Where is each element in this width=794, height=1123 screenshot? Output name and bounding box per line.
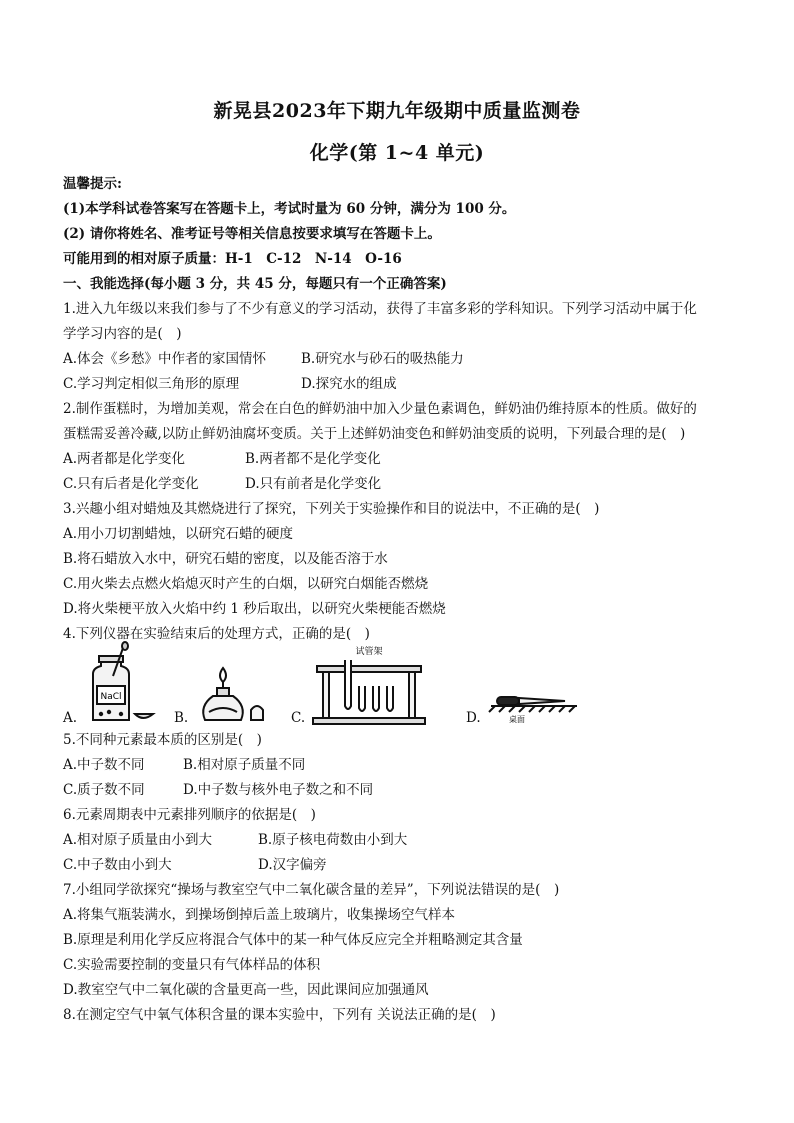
q5-option-a: A.中子数不同 [63, 757, 145, 773]
q6-option-a: A.相对原子质量由小到大 [63, 832, 213, 848]
q6-option-c: C.中子数由小到大 [63, 857, 172, 873]
q2-stem-line2: 蛋糕需妥善冷藏,以防止鲜奶油腐坏变质。关于上述鲜奶油变色和鲜奶油变质的说明，下列最合理的是( ) [63, 426, 686, 442]
q6-option-d: D.汉字偏旁 [258, 857, 327, 873]
q3-option-d: D.将火柴梗平放入火焰中约 1 秒后取出，以研究火柴梗能否燃烧 [63, 601, 446, 617]
q3-stem: 3.兴趣小组对蜡烛及其燃烧进行了探究，下列关于实验操作和目的说法中，不正确的是( ) [63, 501, 600, 517]
page-title: 新晃县2023年下期九年级期中质量监测卷 [213, 100, 581, 122]
q7-stem: 7.小组同学欲探究“操场与教室空气中二氧化碳含量的差异”，下列说法错误的是( ) [63, 882, 560, 898]
q2-option-b: B.两者都不是化学变化 [245, 451, 381, 467]
q3-option-a: A.用小刀切割蜡烛，以研究石蜡的硬度 [63, 526, 294, 542]
test-tube-rack-figure [309, 646, 449, 726]
q3-option-c: C.用火柴去点燃火焰熄灭时产生的白烟，以研究白烟能否燃烧 [63, 576, 429, 592]
q7-option-a: A.将集气瓶装满水，到操场倒掉后盖上玻璃片，收集操场空气样本 [63, 907, 456, 923]
page-subtitle: 化学(第 1~4 单元) [309, 142, 485, 164]
tip-1: (1)本学科试卷答案写在答题卡上，考试时量为 60 分钟，满分为 100 分。 [63, 201, 516, 217]
q7-option-c: C.实验需要控制的变量只有气体样品的体积 [63, 957, 321, 973]
q4-option-c: C. [291, 710, 306, 726]
q3-option-b: B.将石蜡放入水中，研究石蜡的密度，以及能否溶于水 [63, 551, 388, 567]
q5-stem: 5.不同种元素最本质的区别是( ) [63, 732, 262, 748]
bottle-label: NaCl [100, 692, 122, 702]
q2-option-c: C.只有后者是化学变化 [63, 476, 199, 492]
q2-stem-line1: 2.制作蛋糕时，为增加美观，常会在白色的鲜奶油中加入少量色素调色，鲜奶油仍维持原本的性质。做好的 [63, 401, 697, 417]
reagent-bottle-figure [81, 646, 181, 726]
q5-option-c: C.质子数不同 [63, 782, 145, 798]
q7-option-d: D.教室空气中二氧化碳的含量更高一些，因此课间应加强通风 [63, 982, 429, 998]
q4-option-b: B. [174, 710, 189, 726]
q1-option-a: A.体会《乡愁》中作者的家国情怀 [63, 351, 267, 367]
q6-stem: 6.元素周期表中元素排列顺序的依据是( ) [63, 807, 316, 823]
q6-option-b: B.原子核电荷数由小到大 [258, 832, 408, 848]
q7-option-b: B.原理是利用化学反应将混合气体中的某一种气体反应完全并粗略测定其含量 [63, 932, 523, 948]
tips-heading: 温馨提示: [63, 176, 122, 192]
q1-option-d: D.探究水的组成 [301, 376, 397, 392]
tip-2: (2) 请你将姓名、准考证号等相关信息按要求填写在答题卡上。 [63, 226, 441, 242]
desk-label: 桌面 [509, 715, 525, 724]
q4-stem: 4.下列仪器在实验结束后的处理方式，正确的是( ) [63, 626, 370, 642]
q2-option-d: D.只有前者是化学变化 [245, 476, 382, 492]
q1-option-c: C.学习判定相似三角形的原理 [63, 376, 240, 392]
q5-option-b: B.相对原子质量不同 [183, 757, 306, 773]
dropper-on-desk-figure [487, 646, 587, 726]
q1-stem-line2: 学学习内容的是( ) [63, 326, 182, 342]
atomic-mass-note: 可能用到的相对原子质量：H-1 C-12 N-14 O-16 [63, 251, 402, 267]
q4-figures [63, 646, 743, 728]
q1-stem-line1: 1.进入九年级以来我们参与了不少有意义的学习活动，获得了丰富多彩的学科知识。下列学习活动中属于化 [63, 301, 697, 317]
q5-option-d: D.中子数与核外电子数之和不同 [183, 782, 374, 798]
rack-label: 试管架 [355, 647, 383, 657]
section-title: 一、我能选择(每小题 3 分，共 45 分，每题只有一个正确答案) [63, 276, 447, 292]
q8-stem: 8.在测定空气中氧气体积含量的课本实验中，下列有 关说法正确的是( ) [63, 1007, 496, 1023]
alcohol-lamp-figure [193, 646, 273, 726]
q4-option-a: A. [63, 710, 78, 726]
q2-option-a: A.两者都是化学变化 [63, 451, 186, 467]
q4-option-d: D. [466, 710, 481, 726]
q1-option-b: B.研究水与砂石的吸热能力 [301, 351, 464, 367]
